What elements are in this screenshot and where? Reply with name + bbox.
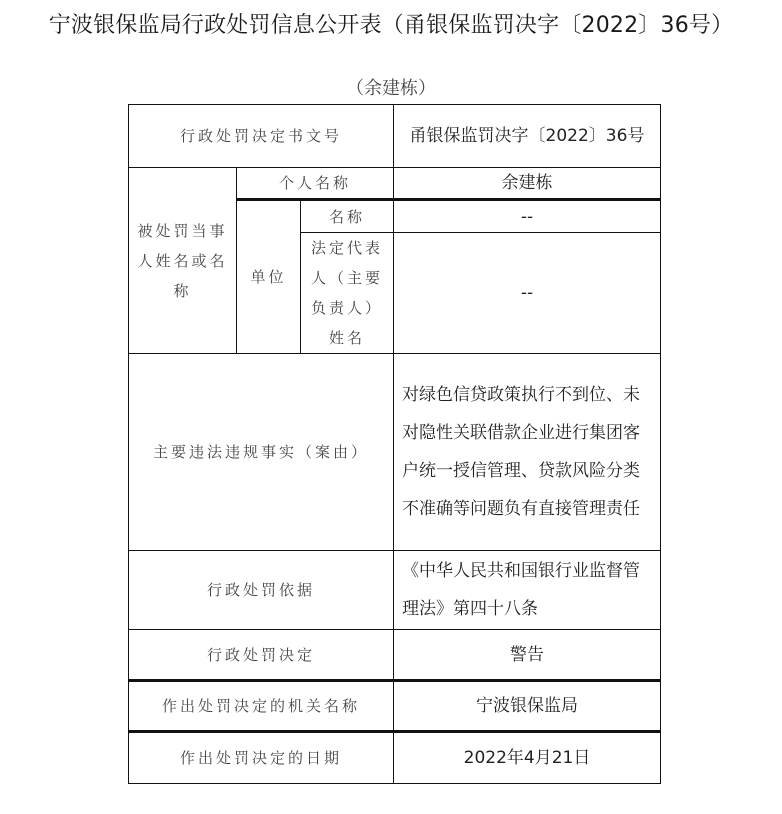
basis-label: 行政处罚依据: [129, 551, 394, 630]
decision-no-value: 甬银保监罚决字〔2022〕36号: [394, 105, 661, 168]
table-row-individual: [129, 168, 661, 200]
legal-rep-value: --: [394, 233, 661, 354]
unit-label: 单位: [237, 200, 301, 354]
individual-name-value: 余建栋: [394, 168, 661, 200]
party-label: 被处罚当事人姓名或名称: [129, 168, 237, 354]
table-row-facts: [129, 354, 661, 551]
table-row-date: [129, 732, 661, 784]
authority-label: 作出处罚决定的机关名称: [129, 681, 394, 732]
table-row-basis: [129, 551, 661, 630]
unit-name-label: 名称: [301, 200, 394, 233]
date-label: 作出处罚决定的日期: [129, 732, 394, 784]
date-value: 2022年4月21日: [394, 732, 661, 784]
table-row-decision: [129, 630, 661, 681]
page-subtitle: （余建栋）: [346, 78, 436, 99]
decision-value: 警告: [394, 630, 661, 681]
decision-label: 行政处罚决定: [129, 630, 394, 681]
legal-rep-label: 法定代表人（主要负责人）姓名: [301, 233, 394, 354]
penalty-info-table: [128, 104, 661, 784]
table-row-decision-no: [129, 105, 661, 168]
facts-label: 主要违法违规事实（案由）: [129, 354, 394, 551]
unit-name-value: --: [394, 200, 661, 233]
decision-no-label: 行政处罚决定书文号: [129, 105, 394, 168]
facts-value: 对绿色信贷政策执行不到位、未对隐性关联借款企业进行集团客户统一授信管理、贷款风险分类不准确等问题负有直接管理责任: [394, 354, 661, 551]
page-title: 宁波银保监局行政处罚信息公开表（甬银保监罚决字〔2022〕36号）: [48, 13, 734, 38]
table-row-authority: [129, 681, 661, 732]
authority-value: 宁波银保监局: [394, 681, 661, 732]
individual-name-label: 个人名称: [237, 168, 394, 200]
basis-value: 《中华人民共和国银行业监督管理法》第四十八条: [394, 551, 661, 630]
